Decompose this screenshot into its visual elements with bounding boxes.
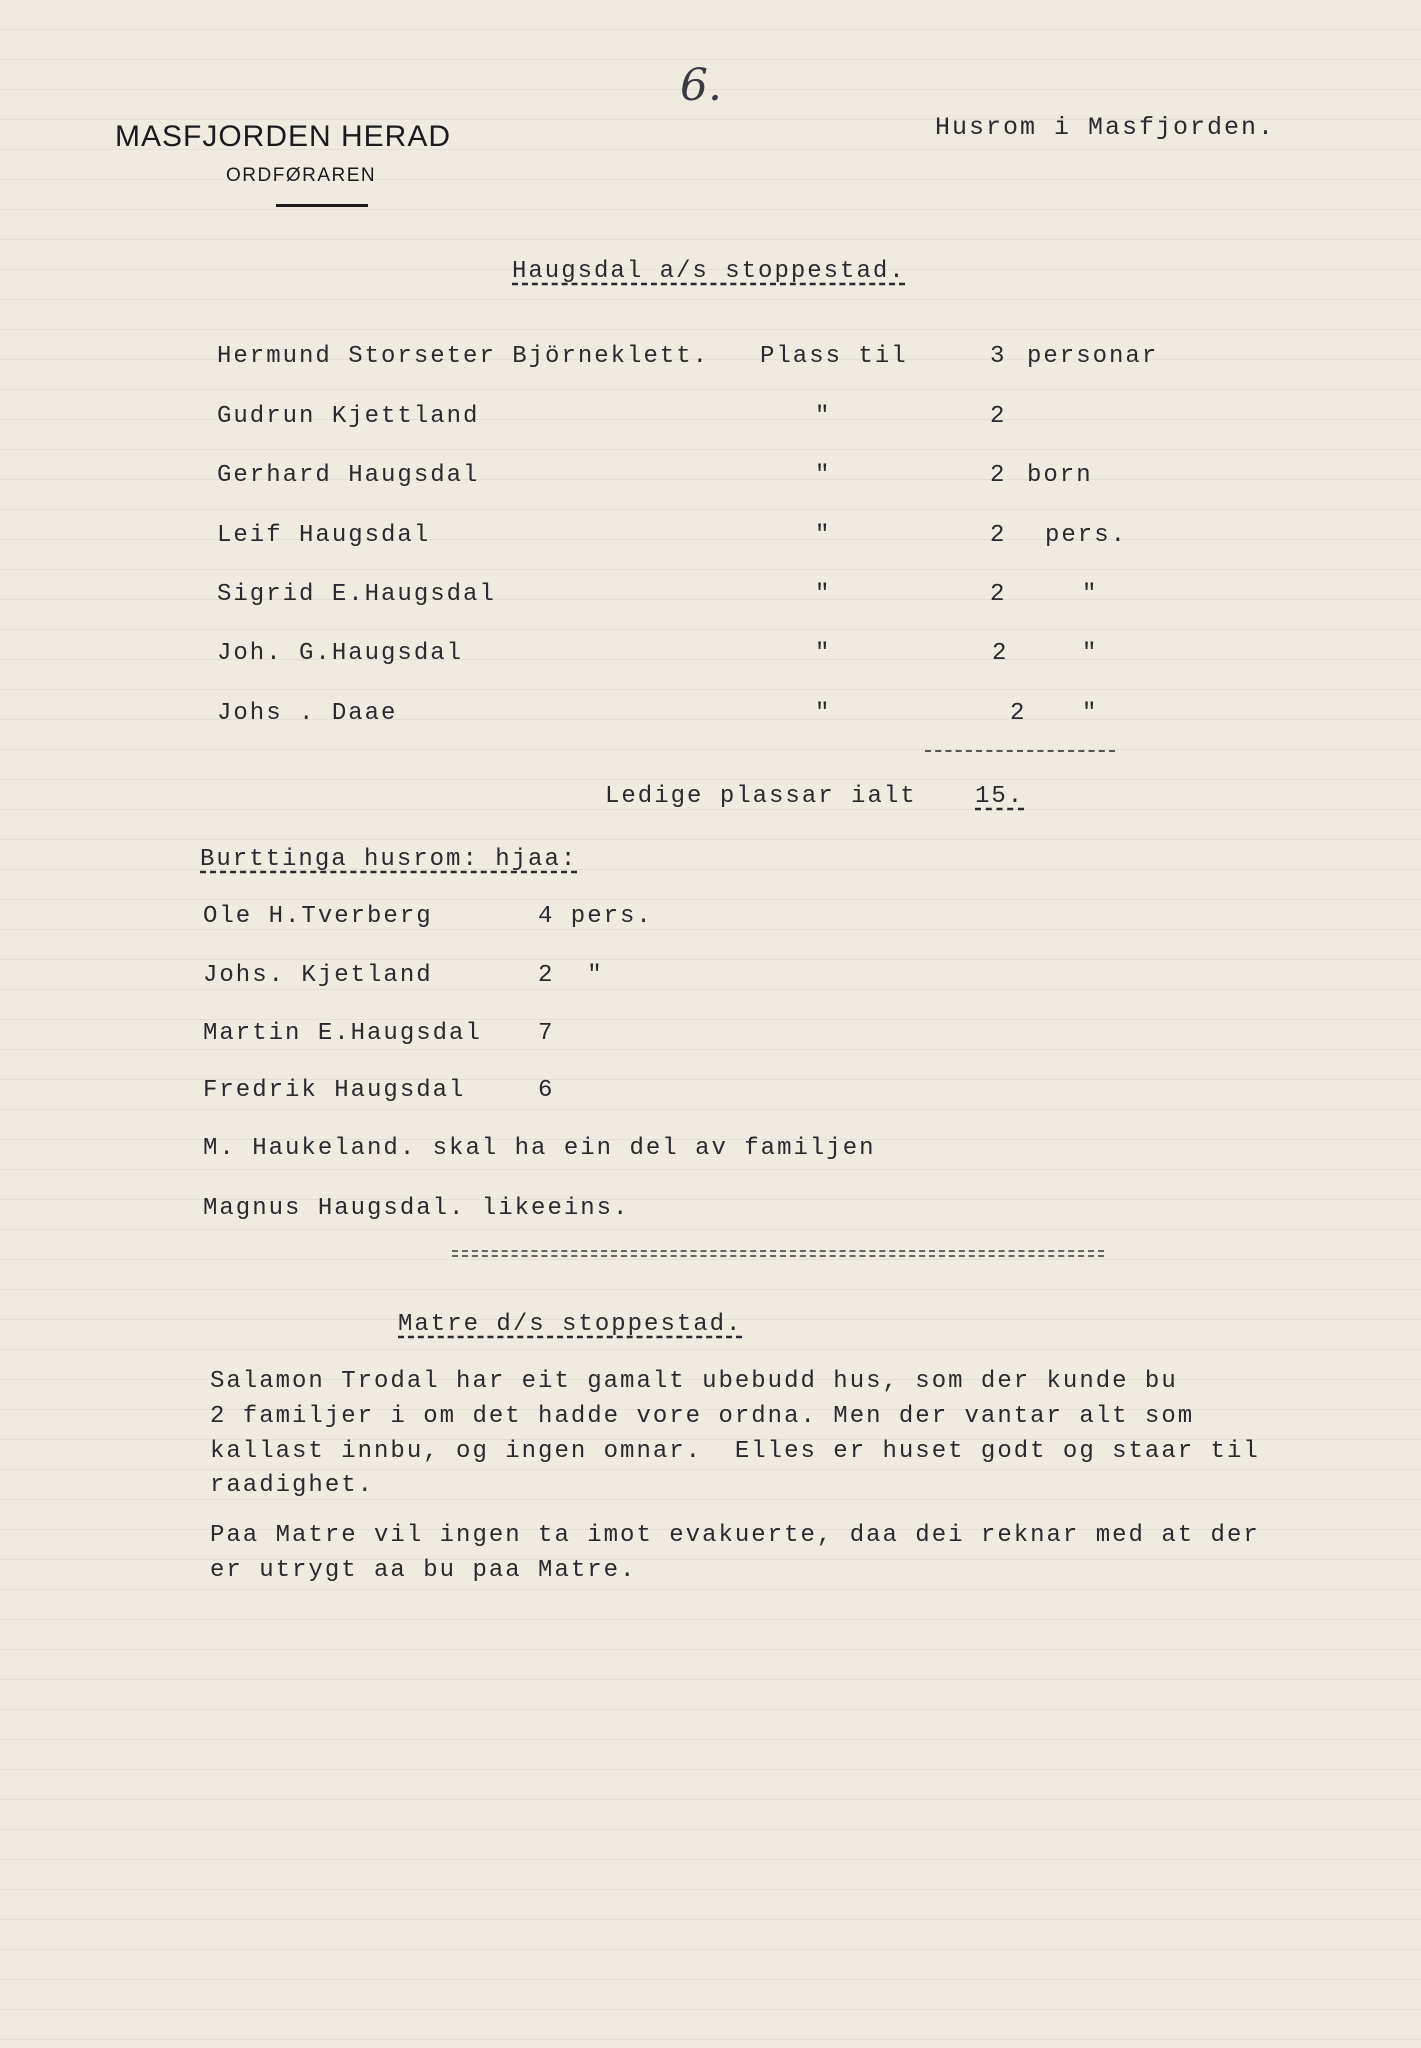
s2-row1-name: Ole H.Tverberg bbox=[203, 903, 433, 930]
s1-row6-unit: " bbox=[1082, 640, 1099, 667]
s1-row1-unit: personar bbox=[1027, 343, 1159, 370]
s2-row4-name: Fredrik Haugsdal bbox=[203, 1077, 466, 1104]
letterhead-title: MASFJORDEN HERAD bbox=[115, 120, 452, 153]
s1-row1-name: Hermund Storseter Björneklett. bbox=[217, 343, 710, 370]
s1-row2-label: " bbox=[815, 403, 832, 430]
s1-row7-label: " bbox=[815, 700, 832, 727]
s3-p1-line3: kallast innbu, og ingen omnar. Elles er huset godt og staar til bbox=[210, 1438, 1260, 1465]
letterhead-subtitle: ORDFØRAREN bbox=[226, 165, 377, 186]
section3-heading: Matre d/s stoppestad. bbox=[398, 1311, 743, 1338]
s1-row4-label: " bbox=[815, 522, 832, 549]
s1-row3-name: Gerhard Haugsdal bbox=[217, 462, 480, 489]
s1-row7-count: 2 bbox=[1010, 700, 1027, 727]
s1-row4-name: Leif Haugsdal bbox=[217, 522, 431, 549]
s2-row2-name: Johs. Kjetland bbox=[203, 962, 433, 989]
total-label: Ledige plassar ialt bbox=[605, 783, 917, 810]
section1-heading: Haugsdal a/s stoppestad. bbox=[512, 258, 906, 285]
s1-row6-name: Joh. G.Haugsdal bbox=[217, 640, 464, 667]
s1-row5-count: 2 bbox=[990, 581, 1007, 608]
s1-row1-count: 3 bbox=[990, 343, 1007, 370]
s1-row7-name: Johs . Daae bbox=[217, 700, 398, 727]
s3-p2-line1: Paa Matre vil ingen ta imot evakuerte, daa dei reknar med at der bbox=[210, 1522, 1260, 1549]
s1-row5-name: Sigrid E.Haugsdal bbox=[217, 581, 496, 608]
s1-row3-label: " bbox=[815, 462, 832, 489]
page-number: 6. bbox=[680, 60, 722, 111]
s1-row5-unit: " bbox=[1082, 581, 1099, 608]
s1-row4-count: 2 bbox=[990, 522, 1007, 549]
document-title: Husrom i Masfjorden. bbox=[935, 113, 1276, 142]
s1-row3-count: 2 bbox=[990, 462, 1007, 489]
s1-row2-count: 2 bbox=[990, 403, 1007, 430]
s3-p1-line1: Salamon Trodal har eit gamalt ubebudd hus, som der kunde bu bbox=[210, 1368, 1178, 1395]
s1-row5-label: " bbox=[815, 581, 832, 608]
s3-p1-line2: 2 familjer i om det hadde vore ordna. Men der vantar alt som bbox=[210, 1403, 1195, 1430]
s2-note2: Magnus Haugsdal. likeeins. bbox=[203, 1195, 630, 1222]
total-rule bbox=[925, 750, 1115, 752]
s2-row1-value: 4 pers. bbox=[538, 903, 653, 930]
s2-row4-value: 6 bbox=[538, 1077, 555, 1104]
total-value: 15. bbox=[975, 783, 1025, 810]
s3-p2-line2: er utrygt aa bu paa Matre. bbox=[210, 1557, 637, 1584]
s2-row3-value: 7 bbox=[538, 1020, 555, 1047]
s1-row1-label: Plass til bbox=[760, 343, 908, 370]
s1-row7-unit: " bbox=[1082, 700, 1099, 727]
letterhead-rule bbox=[276, 204, 368, 207]
s2-row2-value: 2 " bbox=[538, 962, 604, 989]
section2-heading: Burttinga husrom: hjaa: bbox=[200, 846, 578, 873]
s3-p1-line4: raadighet. bbox=[210, 1472, 375, 1499]
s1-row4-unit: pers. bbox=[1045, 522, 1128, 549]
s1-row2-name: Gudrun Kjettland bbox=[217, 403, 480, 430]
s2-note1: M. Haukeland. skal ha ein del av familjen bbox=[203, 1135, 876, 1162]
s1-row3-unit: born bbox=[1027, 462, 1093, 489]
section-separator bbox=[452, 1250, 1104, 1257]
s1-row6-count: 2 bbox=[992, 640, 1009, 667]
s2-row3-name: Martin E.Haugsdal bbox=[203, 1020, 482, 1047]
s1-row6-label: " bbox=[815, 640, 832, 667]
